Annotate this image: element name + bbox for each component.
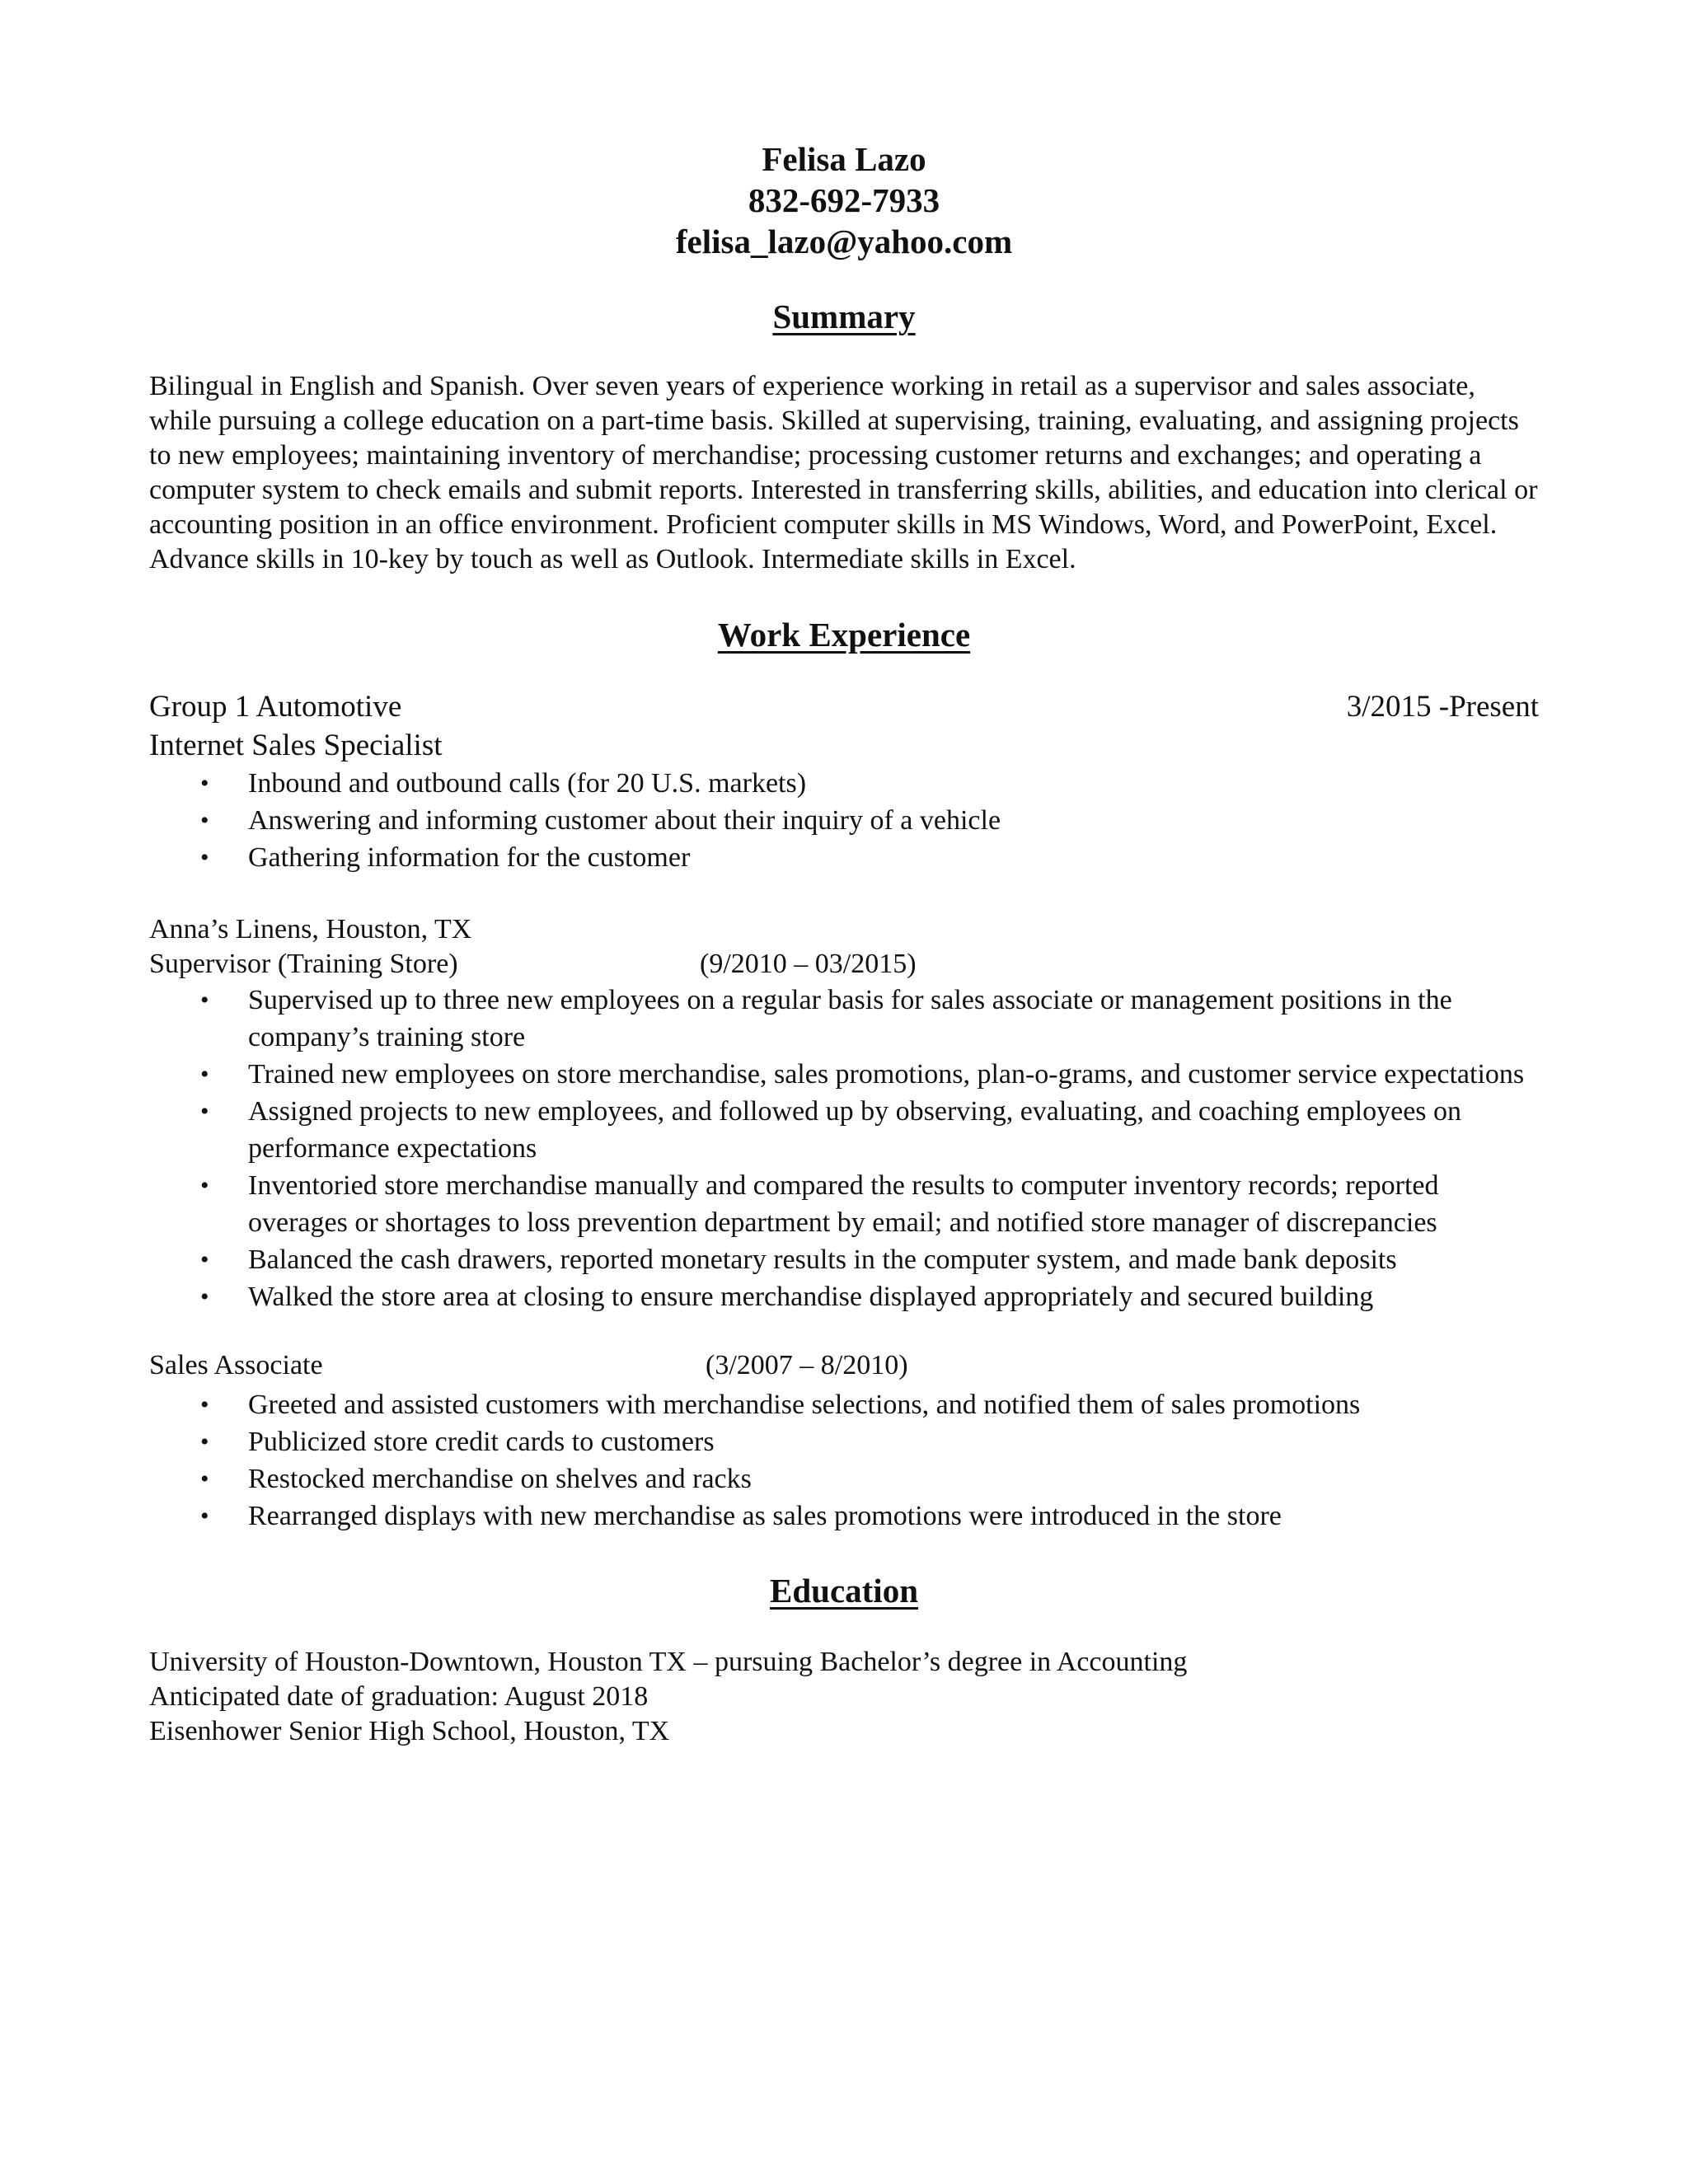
job-role-line [149,1348,1539,1383]
job-bullets [149,1386,1539,1535]
summary-heading: Summary [772,298,916,335]
applicant-email: felisa_lazo@yahoo.com [675,223,1013,260]
job-company: Anna’s Linens, Houston, TX [149,914,472,944]
bullet-icon: • [200,1465,209,1493]
job-header [149,687,1539,726]
job-entry [149,912,1539,1315]
bullet-text: Assigned projects to new employees, and followed up by observing, evaluating, and coaching employees on performance expectations [248,1096,1462,1164]
bullet-text: Balanced the cash drawers, reported monetary results in the computer system, and made bank deposits [248,1244,1397,1275]
list-item [149,1460,1539,1497]
job-company-line [149,912,1539,947]
resume-header [149,138,1539,262]
bullet-text: Greeted and assisted customers with merchandise selections, and notified them of sales promotions [248,1390,1361,1420]
bullet-text: Inbound and outbound calls (for 20 U.S. markets) [248,768,807,799]
bullet-icon: • [200,987,209,1014]
job-role: Supervisor (Training Store) [149,949,458,979]
education-heading: Education [770,1572,918,1610]
bullet-text: Restocked merchandise on shelves and racks [248,1464,752,1494]
bullet-text: Gathering information for the customer [248,842,691,873]
education-line: University of Houston-Downtown, Houston TX – pursuing Bachelor’s degree in Accounting [149,1647,1188,1677]
bullet-text: Rearranged displays with new merchandise as sales promotions were introduced in the store [248,1501,1282,1531]
job-role-line [149,947,1539,982]
bullet-icon: • [200,1061,209,1088]
list-item [149,1093,1539,1167]
list-item [149,1056,1539,1093]
applicant-phone: 832-692-7933 [748,181,940,219]
list-item [149,1278,1539,1315]
education-block [149,1645,1539,1749]
education-line: Anticipated date of graduation: August 2018 [149,1681,649,1712]
bullet-text: Publicized store credit cards to customers [248,1427,715,1457]
bullet-text: Inventoried store merchandise manually and compared the results to computer inventory records; reported overages or shortages to loss prevention department by email; and notified store manager of discrepancies [248,1170,1439,1238]
bullet-text: Answering and informing customer about their inquiry of a vehicle [248,805,1001,836]
bullet-icon: • [200,807,209,834]
bullet-icon: • [200,1246,209,1273]
resume-page [149,138,1539,1749]
bullet-icon: • [200,1502,209,1530]
bullet-icon: • [200,1391,209,1418]
list-item [149,802,1539,839]
bullet-text: Walked the store area at closing to ensure merchandise displayed appropriately and secured building [248,1282,1374,1312]
job-bullets [149,982,1539,1315]
job-dates: (3/2007 – 8/2010) [706,1350,908,1380]
job-dates: (9/2010 – 03/2015) [700,949,917,979]
list-item [149,839,1539,876]
job-dates: 3/2015 -Present [1346,690,1539,724]
bullet-icon: • [200,1428,209,1455]
job-entry [149,1348,1539,1535]
job-entry [149,687,1539,876]
job-role: Sales Associate [149,1350,323,1380]
work-experience-heading: Work Experience [717,616,971,654]
job-company: Group 1 Automotive [149,690,402,724]
list-item [149,1497,1539,1535]
list-item [149,1423,1539,1460]
list-item [149,765,1539,802]
bullet-icon: • [200,1098,209,1125]
bullet-icon: • [200,770,209,797]
list-item [149,982,1539,1056]
bullet-icon: • [200,844,209,871]
list-item [149,1167,1539,1241]
summary-paragraph: Bilingual in English and Spanish. Over seven years of experience working in retail as a supervisor and sales associate, while pursuing a college education on a part-time basis. Skilled at supervising, training, evaluating, and assigning projects to new employees; maintaining inventory of merchandise; processing customer returns and exchanges; and operating a computer system to check emails and submit reports. Interested in transferring skills, abilities, and education into clerical or accounting position in an office environment. Proficient computer skills in MS Windows, Word, and PowerPoint, Excel. Advance skills in 10-key by touch as well as Outlook. Intermediate skills in Excel. [149,371,1538,574]
education-line: Eisenhower Senior High School, Houston, TX [149,1716,670,1746]
applicant-name: Felisa Lazo [762,140,926,178]
job-bullets [149,765,1539,876]
bullet-icon: • [200,1172,209,1199]
bullet-text: Supervised up to three new employees on a regular basis for sales associate or management positions in the company’s training store [248,985,1452,1052]
bullet-icon: • [200,1283,209,1310]
list-item [149,1241,1539,1278]
list-item [149,1386,1539,1423]
bullet-text: Trained new employees on store merchandise, sales promotions, plan-o-grams, and customer service expectations [248,1059,1525,1090]
job-role: Internet Sales Specialist [149,729,443,762]
